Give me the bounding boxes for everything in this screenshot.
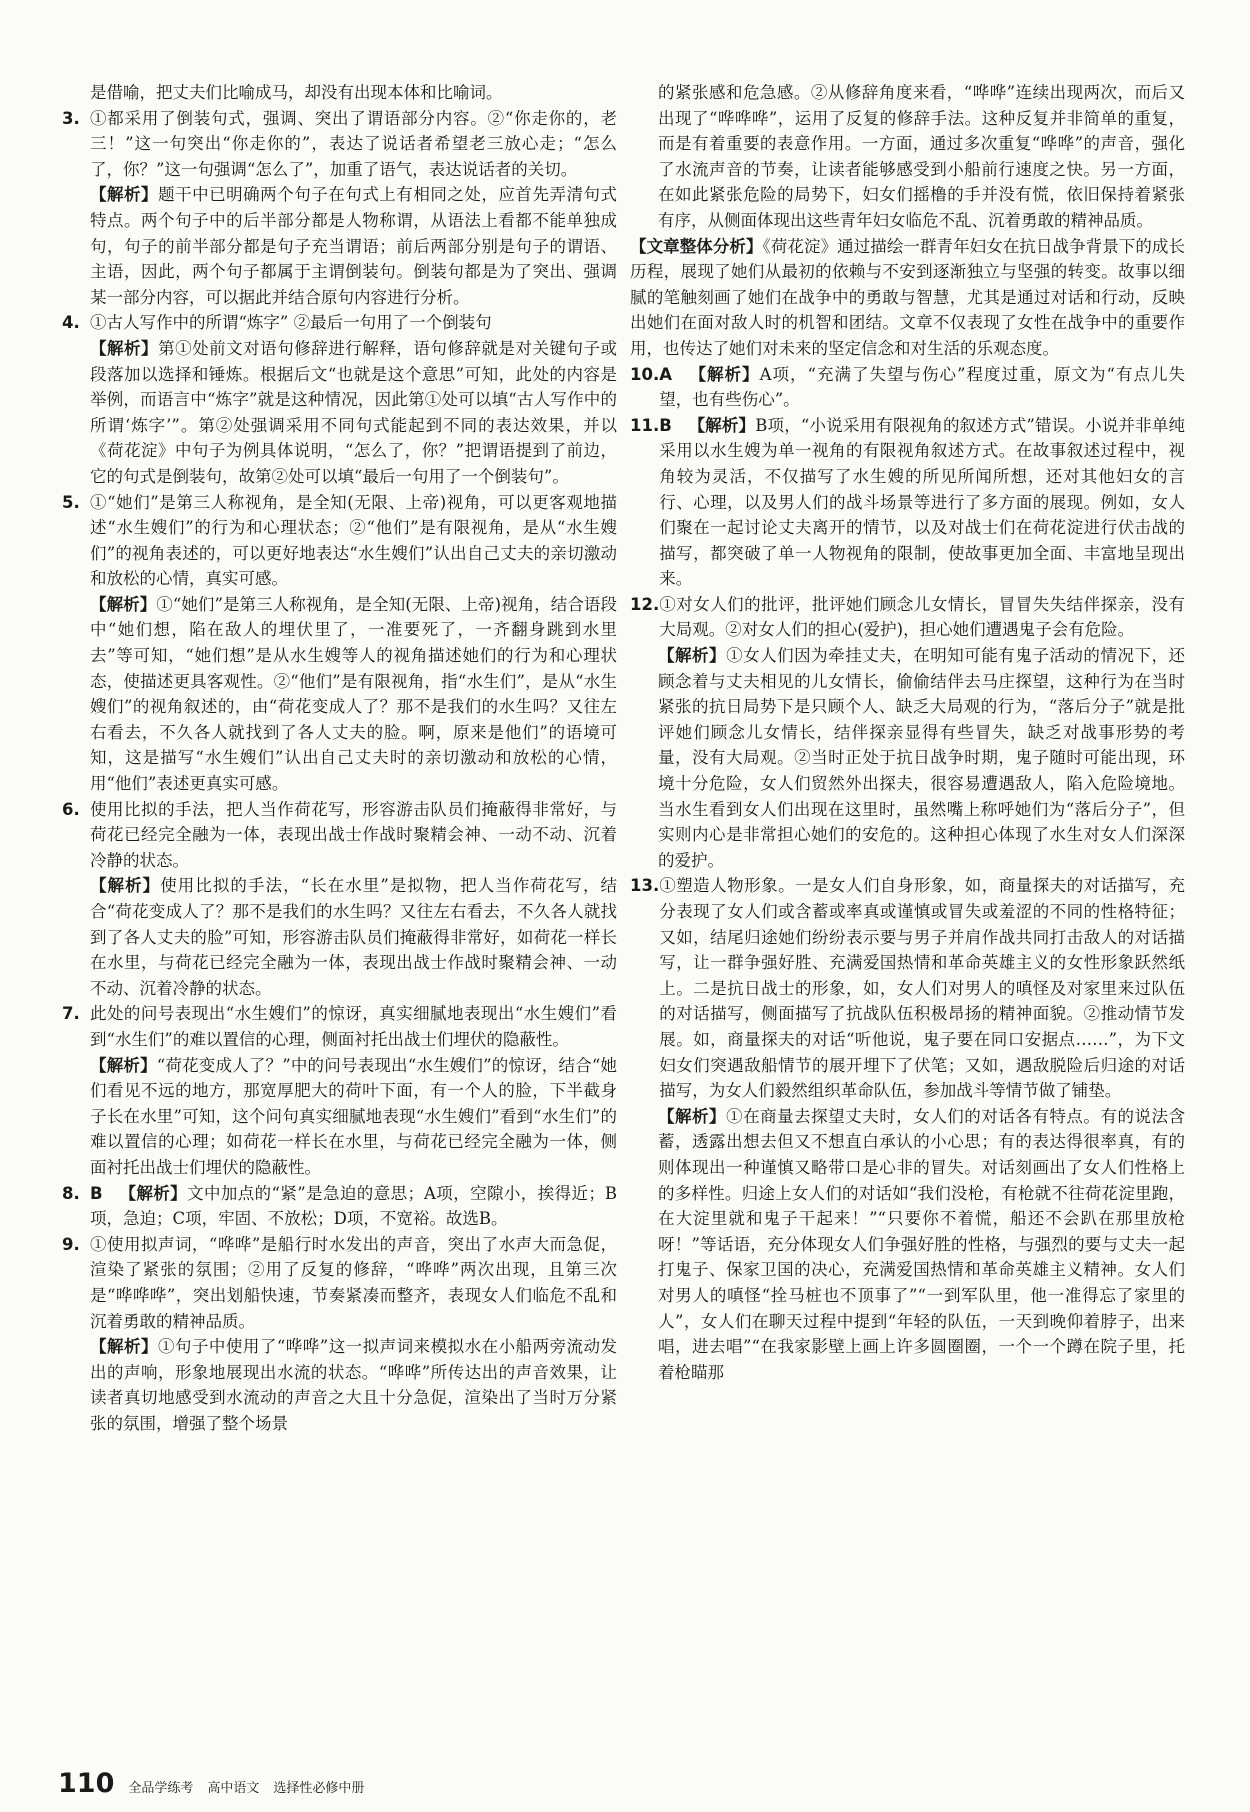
explanation — [62, 182, 617, 310]
question-number: 13. — [630, 876, 660, 896]
explanation-text: A项，“充满了失望与伤心”程度过重，原文为“有点儿失望，也有些伤心”。 — [659, 364, 1185, 410]
continued-text: 的紧张感和危急感。②从修辞角度来看，“哗哗”连续出现两次，而后又出现了“哗哗哗”，运用了反复的修辞手法。这种反复并非简单的重复，而是有着重要的表意作用。一方面，通过多次重复“哗哗”的声音，强化了水流声音的节奏，让读者能够感受到小船前行速度之快。另一方面，在如此紧张危险的局势下，妇女们摇橹的手并没有慌，依旧保持着紧张有序，从侧面体现出这些青年妇女临危不乱、沉着勇敢的精神品质。 — [658, 83, 1185, 230]
question-number: 5. — [62, 492, 80, 512]
explanation-tag: 【解析】 — [658, 1106, 727, 1126]
answer-text: B — [659, 415, 672, 435]
explanation — [62, 1053, 617, 1181]
question-6 — [62, 797, 617, 874]
explanation-tag: 【解析】 — [688, 415, 756, 435]
question-number: 9. — [62, 1234, 80, 1254]
book-subject: 高中语文 — [207, 1781, 260, 1796]
analysis-text: 《荷花淀》通过描绘一群青年妇女在抗日战争背景下的成长历程，展现了她们从最初的依赖与不安到逐渐独立与坚强的转变。故事以细腻的笔触刻画了她们在战争中的勇敢与智慧，尤其是通过对话和行动，反映出她们在面对敌人时的机智和团结。文章不仅表现了女性在战争中的重要作用，也传达了她们对未来的坚定信念和对生活的乐观态度。 — [630, 236, 1186, 358]
question-4 — [62, 310, 617, 336]
answer-text: B — [90, 1183, 103, 1203]
question-number: 4. — [62, 313, 80, 333]
explanation-tag: 【解析】 — [90, 338, 159, 358]
answer-text: ①使用拟声词，“哗哗”是船行时水发出的声音，突出了水声大而急促，渲染了紧张的氛围；②用了反复的修辞，“哗哗”两次出现，且第三次是“哗哗哗”，突出划船快速，节奏紧凑而整齐，表现女人们临危不乱和沉着勇敢的精神品质。 — [90, 1234, 617, 1331]
explanation-tag: 【解析】 — [90, 1337, 158, 1357]
question-10 — [630, 362, 1185, 413]
explanation — [630, 643, 1185, 873]
question-number: 7. — [62, 1004, 80, 1024]
book-volume: 选择性必修中册 — [273, 1781, 365, 1796]
answer-text: ①“她们”是第三人称视角，是全知(无限、上帝)视角，可以更客观地描述“水生嫂们”的行为和心理状态；②“他们”是有限视角，是从“水生嫂们”的视角表述的，可以更好地表达“水生嫂们”认出自己丈夫的亲切激动和放松的心情，真实可感。 — [90, 492, 617, 589]
answer-text: ①塑造人物形象。一是女人们自身形象，如，商量探夫的对话描写，充分表现了女人们或含蓄或率真或谨慎或冒失或羞涩的不同的性格特征；又如，结尾归途她们纷纷表示要与男子并肩作战共同打击敌人的对话描写，让一群争强好胜、充满爱国热情和革命英雄主义的女性形象跃然纸上。二是抗日战士的形象，如，女人们对男人的嗔怪及对家里来过队伍的对话描写，侧面描写了抗战队伍积极昂扬的精神面貌。②推动情节发展。如，商量探夫的对话“听他说，鬼子要在同口安据点……”，为下文妇女们突遇敌船情节的展开埋下了伏笔；又如，遇敌脱险后归途的对话描写，为女人们毅然组织革命队伍，参加战斗等情节做了铺垫。 — [659, 876, 1185, 1101]
explanation-tag: 【解析】 — [658, 646, 727, 666]
overall-analysis — [630, 234, 1185, 362]
question-13 — [630, 873, 1185, 1103]
explanation-text: B项，“小说采用有限视角的叙述方式”错误。小说并非单纯采用以水生嫂为单一视角的有限视角叙述方式。在故事叙述过程中，视角较为灵活，不仅描写了水生嫂的所见所闻所想，还对其他妇女的言行、心理，以及男人们的战斗场景等进行了多方面的展现。例如，女人们聚在一起讨论丈夫离开的情节，以及对战士们在荷花淀进行伏击战的描写，都突破了单一人物视角的限制，使故事更加全面、丰富地呈现出来。 — [659, 415, 1186, 589]
explanation-tag: 【解析】 — [90, 876, 161, 896]
explanation-tag: 【解析】 — [688, 364, 760, 384]
book-brand: 全品学练考 — [128, 1781, 194, 1796]
question-9 — [62, 1232, 617, 1334]
answer-text: ①古人写作中的所谓“炼字” ②最后一句用了一个倒装句 — [90, 313, 492, 333]
explanation-text: ①在商量去探望丈夫时，女人们的对话各有特点。有的说法含蓄，透露出想去但又不想直白承认的小心思；有的表达得很率真，有的则体现出一种谨慎又略带口是心非的冒失。对话刻画出了女人们性格上的多样性。归途上女人们的对话如“我们没枪，有枪就不往荷花淀里跑，在大淀里就和鬼子干起来！”“只要你不着慌，船还不会趴在那里放枪呀！”等话语，充分体现女人们争强好胜的性格，与强烈的要与丈夫一起打鬼子、保家卫国的决心，充满爱国热情和革命英雄主义精神。女人们对男人的嗔怪“拴马桩也不顶事了”“一到军队里，他一准得忘了家里的人”，女人们在聊天过程中提到“年轻的队伍，一天到晚仰着脖子，出来唱，进去唱”“在我家影壁上画上许多圆圈圈，一个一个蹲在院子里，托着枪瞄那 — [658, 1106, 1186, 1382]
question-number: 6. — [62, 799, 80, 819]
left-column — [62, 80, 617, 1436]
explanation — [62, 592, 617, 797]
explanation — [630, 1104, 1185, 1386]
explanation-text: 题干中已明确两个句子在句式上有相同之处，应首先弄清句式特点。两个句子中的后半部分都是人物称谓，从语法上看都不能单独成句，句子的前半部分都是句子充当谓语；前后两部分别是句子的谓语、主语，因此，两个句子都属于主谓倒装句。倒装句都是为了突出、强调某一部分内容，可以据此并结合原句内容进行分析。 — [90, 185, 618, 307]
question-5 — [62, 490, 617, 592]
continued-text: 是借喻，把丈夫们比喻成马，却没有出现本体和比喻词。 — [90, 83, 503, 102]
answer-text: 使用比拟的手法，把人当作荷花写，形容游击队员们掩蔽得非常好，与荷花已经完全融为一体，表现出战士作战时聚精会神、一动不动、沉着冷静的状态。 — [90, 799, 617, 870]
question-number: 3. — [62, 108, 80, 128]
question-number: 12. — [630, 594, 660, 614]
explanation-text: ①句子中使用了“哗哗”这一拟声词来模拟水在小船两旁流动发出的声响，形象地展现出水流的状态。“哗哗”所传达出的声音效果，让读者真切地感受到水流动的声音之大且十分急促，渲染出了当时万分紧张的氛围，增强了整个场景 — [90, 1337, 617, 1433]
explanation-tag: 【解析】 — [119, 1183, 188, 1203]
question-number: 11. — [630, 415, 660, 435]
answer-text: ①对女人们的批评，批评她们顾念儿女情长，冒冒失失结伴探亲，没有大局观。②对女人们的担心(爱护)，担心她们遭遇鬼子会有危险。 — [659, 594, 1185, 640]
question-number: 8. — [62, 1183, 80, 1203]
explanation-text: 文中加点的“紧”是急迫的意思；A项，空隙小，挨得近；B项，急迫；C项，牢固、不放松；D项，不宽裕。故选B。 — [90, 1183, 617, 1229]
answer-text: A — [659, 364, 673, 384]
explanation-tag: 【解析】 — [90, 1055, 157, 1075]
question-11 — [630, 413, 1185, 592]
question-12 — [630, 592, 1185, 643]
explanation — [62, 873, 617, 1001]
explanation-text: ①“她们”是第三人称视角，是全知(无限、上帝)视角，结合语段中“她们想，陷在敌人的埋伏里了，一准要死了，一齐翻身跳到水里去”等可知，“她们想”是从水生嫂等人的视角描述她们的行为和心理状态，使描述更具客观性。②“他们”是有限视角，指“水生们”，是从“水生嫂们”的视角叙述的，由“荷花变成人了？那不是我们的水生吗？又往左右看去，不久各人就找到了各人丈夫的脸。啊，原来是他们”的语境可知，这是描写“水生嫂们”认出自己丈夫时的亲切激动和放松的心情，用“他们”表述更真实可感。 — [90, 594, 618, 794]
explanation-tag: 【解析】 — [90, 185, 159, 205]
question-3 — [62, 106, 617, 183]
explanation-tag: 【解析】 — [90, 594, 157, 614]
answer-text: 此处的问号表现出“水生嫂们”的惊讶，真实细腻地表现出“水生嫂们”看到“水生们”的难以置信的心理，侧面衬托出战士们埋伏的隐蔽性。 — [90, 1004, 617, 1049]
analysis-tag: 【文章整体分析】 — [630, 236, 763, 256]
explanation-text: ①女人们因为牵挂丈夫，在明知可能有鬼子活动的情况下，还顾念着与丈夫相见的儿女情长，偷偷结伴去马庄探望，这种行为在当时紧张的抗日局势下是只顾个人、缺乏大局观的行为，“落后分子”就是批评她们顾念儿女情长，结伴探亲显得有些冒失，缺乏对战事形势的考量，没有大局观。②当时正处于抗日战争时期，鬼子随时可能出现，环境十分危险，女人们贸然外出探夫，很容易遭遇敌人，陷入危险境地。当水生看到女人们出现在这里时，虽然嘴上称呼她们为“落后分子”，但实则内心是非常担心她们的安危的。这种担心体现了水生对女人们深深的爱护。 — [658, 646, 1186, 870]
question-8 — [62, 1181, 617, 1232]
question-number: 10. — [630, 364, 660, 384]
right-column — [630, 80, 1185, 1385]
question-7 — [62, 1001, 617, 1052]
explanation-text: “荷花变成人了？”中的问号表现出“水生嫂们”的惊讶，结合“她们看见不远的地方，那宽厚肥大的荷叶下面，有一个人的脸，下半截身子长在水里”可知，这个问句真实细腻地表现“水生嫂们”看到“水生们”的难以置信的心理；如荷花一样长在水里，与荷花已经完全融为一体，侧面衬托出战士们埋伏的隐蔽性。 — [90, 1055, 617, 1177]
explanation — [62, 1334, 617, 1436]
page-footer — [58, 1768, 364, 1799]
page-number: 110 — [58, 1768, 115, 1799]
answer-text: ①都采用了倒装句式，强调、突出了谓语部分内容。②“你走你的，老三！”这一句突出“你走你的”，表达了说话者希望老三放心走；“怎么了，你？”这一句强调“怎么了”，加重了语气，表达说话者的关切。 — [90, 108, 617, 179]
explanation-text: 使用比拟的手法，“长在水里”是拟物，把人当作荷花写，结合“荷花变成人了？那不是我们的水生吗？又往左右看去，不久各人就找到了各人丈夫的脸”可知，形容游击队员们掩蔽得非常好，如荷花一样长在水里，与荷花已经完全融为一体，表现出战士作战时聚精会神、一动不动、沉着冷静的状态。 — [90, 876, 617, 998]
explanation — [62, 336, 617, 490]
explanation-text: 第①处前文对语句修辞进行解释，语句修辞就是对关键句子或段落加以选择和锤炼。根据后文“也就是这个意思”可知，此处的内容是举例，而语言中“炼字”就是这种情况，因此第①处可以填“古人写作中的所谓‘炼字’”。第②处强调采用不同句式能起到不同的表达效果，并以《荷花淀》中句子为例具体说明，“怎么了，你？”把谓语提到了前边，它的句式是倒装句，故第②处可以填“最后一句用了一个倒装句”。 — [90, 338, 618, 486]
